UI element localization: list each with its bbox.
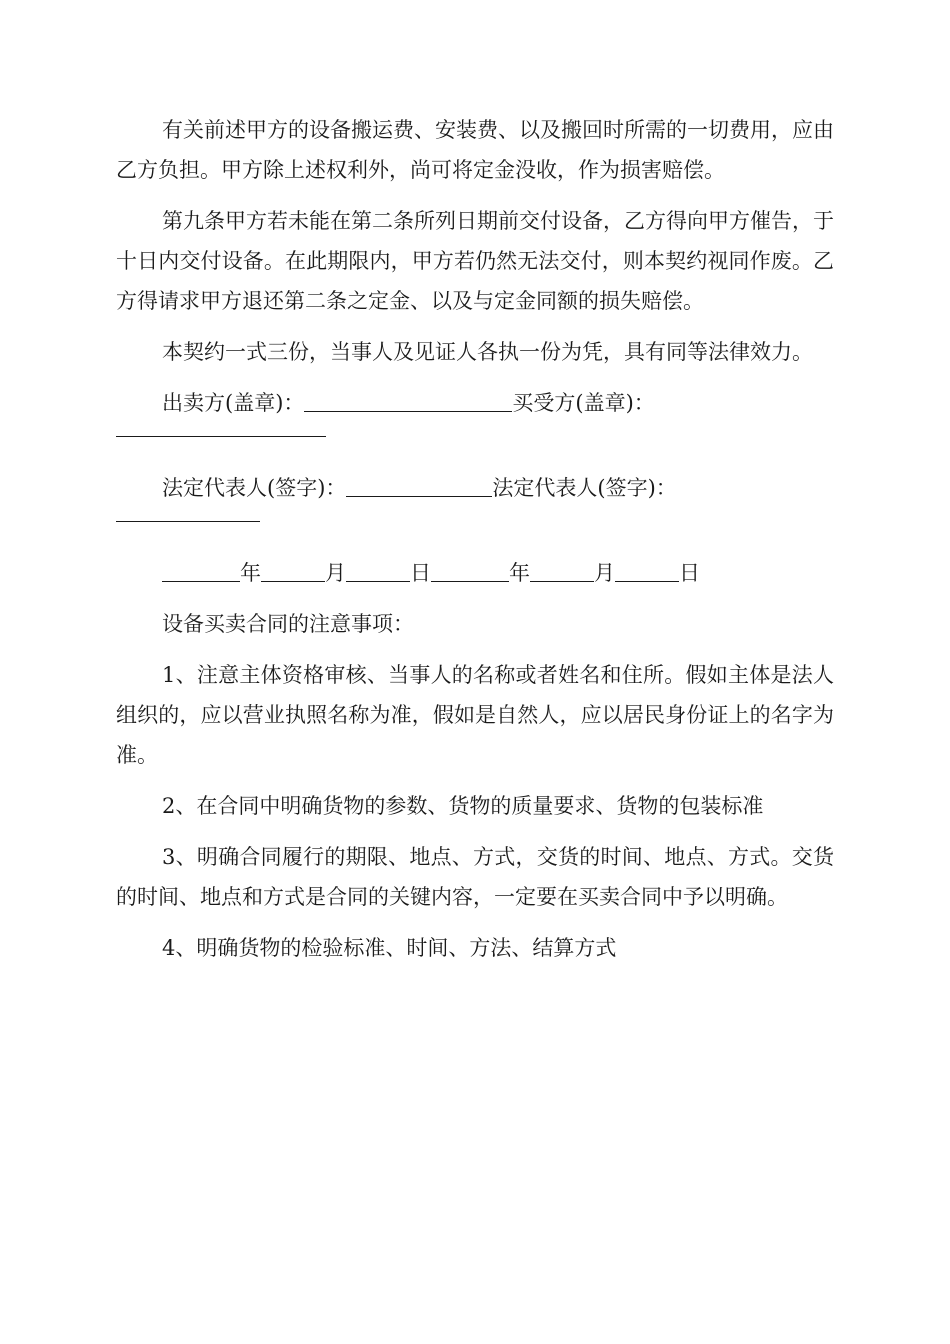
buyer-year-blank — [431, 561, 509, 582]
date-line — [116, 553, 834, 593]
buyer-month-blank — [530, 561, 594, 582]
buyer-seal-label: 买受方(盖章)： — [512, 391, 655, 415]
document-page — [116, 110, 834, 979]
note-item-4: 4、明确货物的检验标准、时间、方法、结算方式 — [162, 936, 617, 960]
seller-month-label: 月 — [325, 561, 346, 585]
seller-year-blank — [162, 561, 240, 582]
seller-year-label: 年 — [240, 561, 261, 585]
seller-seal-blank — [304, 391, 512, 412]
paragraph-expenses: 有关前述甲方的设备搬运费、安装费、以及搬回时所需的一切费用，应由乙方负担。甲方除上述权利外，尚可将定金没收，作为损害赔偿。 — [116, 118, 834, 182]
paragraph-article-nine: 第九条甲方若未能在第二条所列日期前交付设备，乙方得向甲方催告，于十日内交付设备。在此期限内，甲方若仍然无法交付，则本契约视同作废。乙方得请求甲方退还第二条之定金、以及与定金同额的损失赔偿。 — [116, 209, 834, 313]
notes-heading: 设备买卖合同的注意事项： — [162, 612, 414, 636]
note-item-1: 1、注意主体资格审核、当事人的名称或者姓名和住所。假如主体是法人组织的，应以营业执照名称为准，假如是自然人，应以居民身份证上的名字为准。 — [116, 663, 834, 767]
seller-seal-label: 出卖方(盖章)： — [162, 391, 305, 415]
seller-representative-blank — [346, 476, 492, 497]
representative-sign-line — [116, 468, 834, 508]
buyer-day-label: 日 — [679, 561, 700, 585]
party-seal-line — [116, 383, 834, 423]
buyer-year-label: 年 — [509, 561, 530, 585]
seller-month-blank — [261, 561, 325, 582]
seller-day-blank — [346, 561, 410, 582]
buyer-day-blank — [615, 561, 679, 582]
note-item-2: 2、在合同中明确货物的参数、货物的质量要求、货物的包装标准 — [162, 794, 764, 818]
seller-day-label: 日 — [410, 561, 431, 585]
paragraph-copies: 本契约一式三份，当事人及见证人各执一份为凭，具有同等法律效力。 — [162, 340, 813, 364]
note-item-3: 3、明确合同履行的期限、地点、方式，交货的时间、地点、方式。交货的时间、地点和方式是合同的关键内容，一定要在买卖合同中予以明确。 — [116, 845, 834, 909]
buyer-representative-label: 法定代表人(签字)： — [492, 476, 677, 500]
seller-representative-label: 法定代表人(签字)： — [162, 476, 347, 500]
buyer-month-label: 月 — [594, 561, 615, 585]
